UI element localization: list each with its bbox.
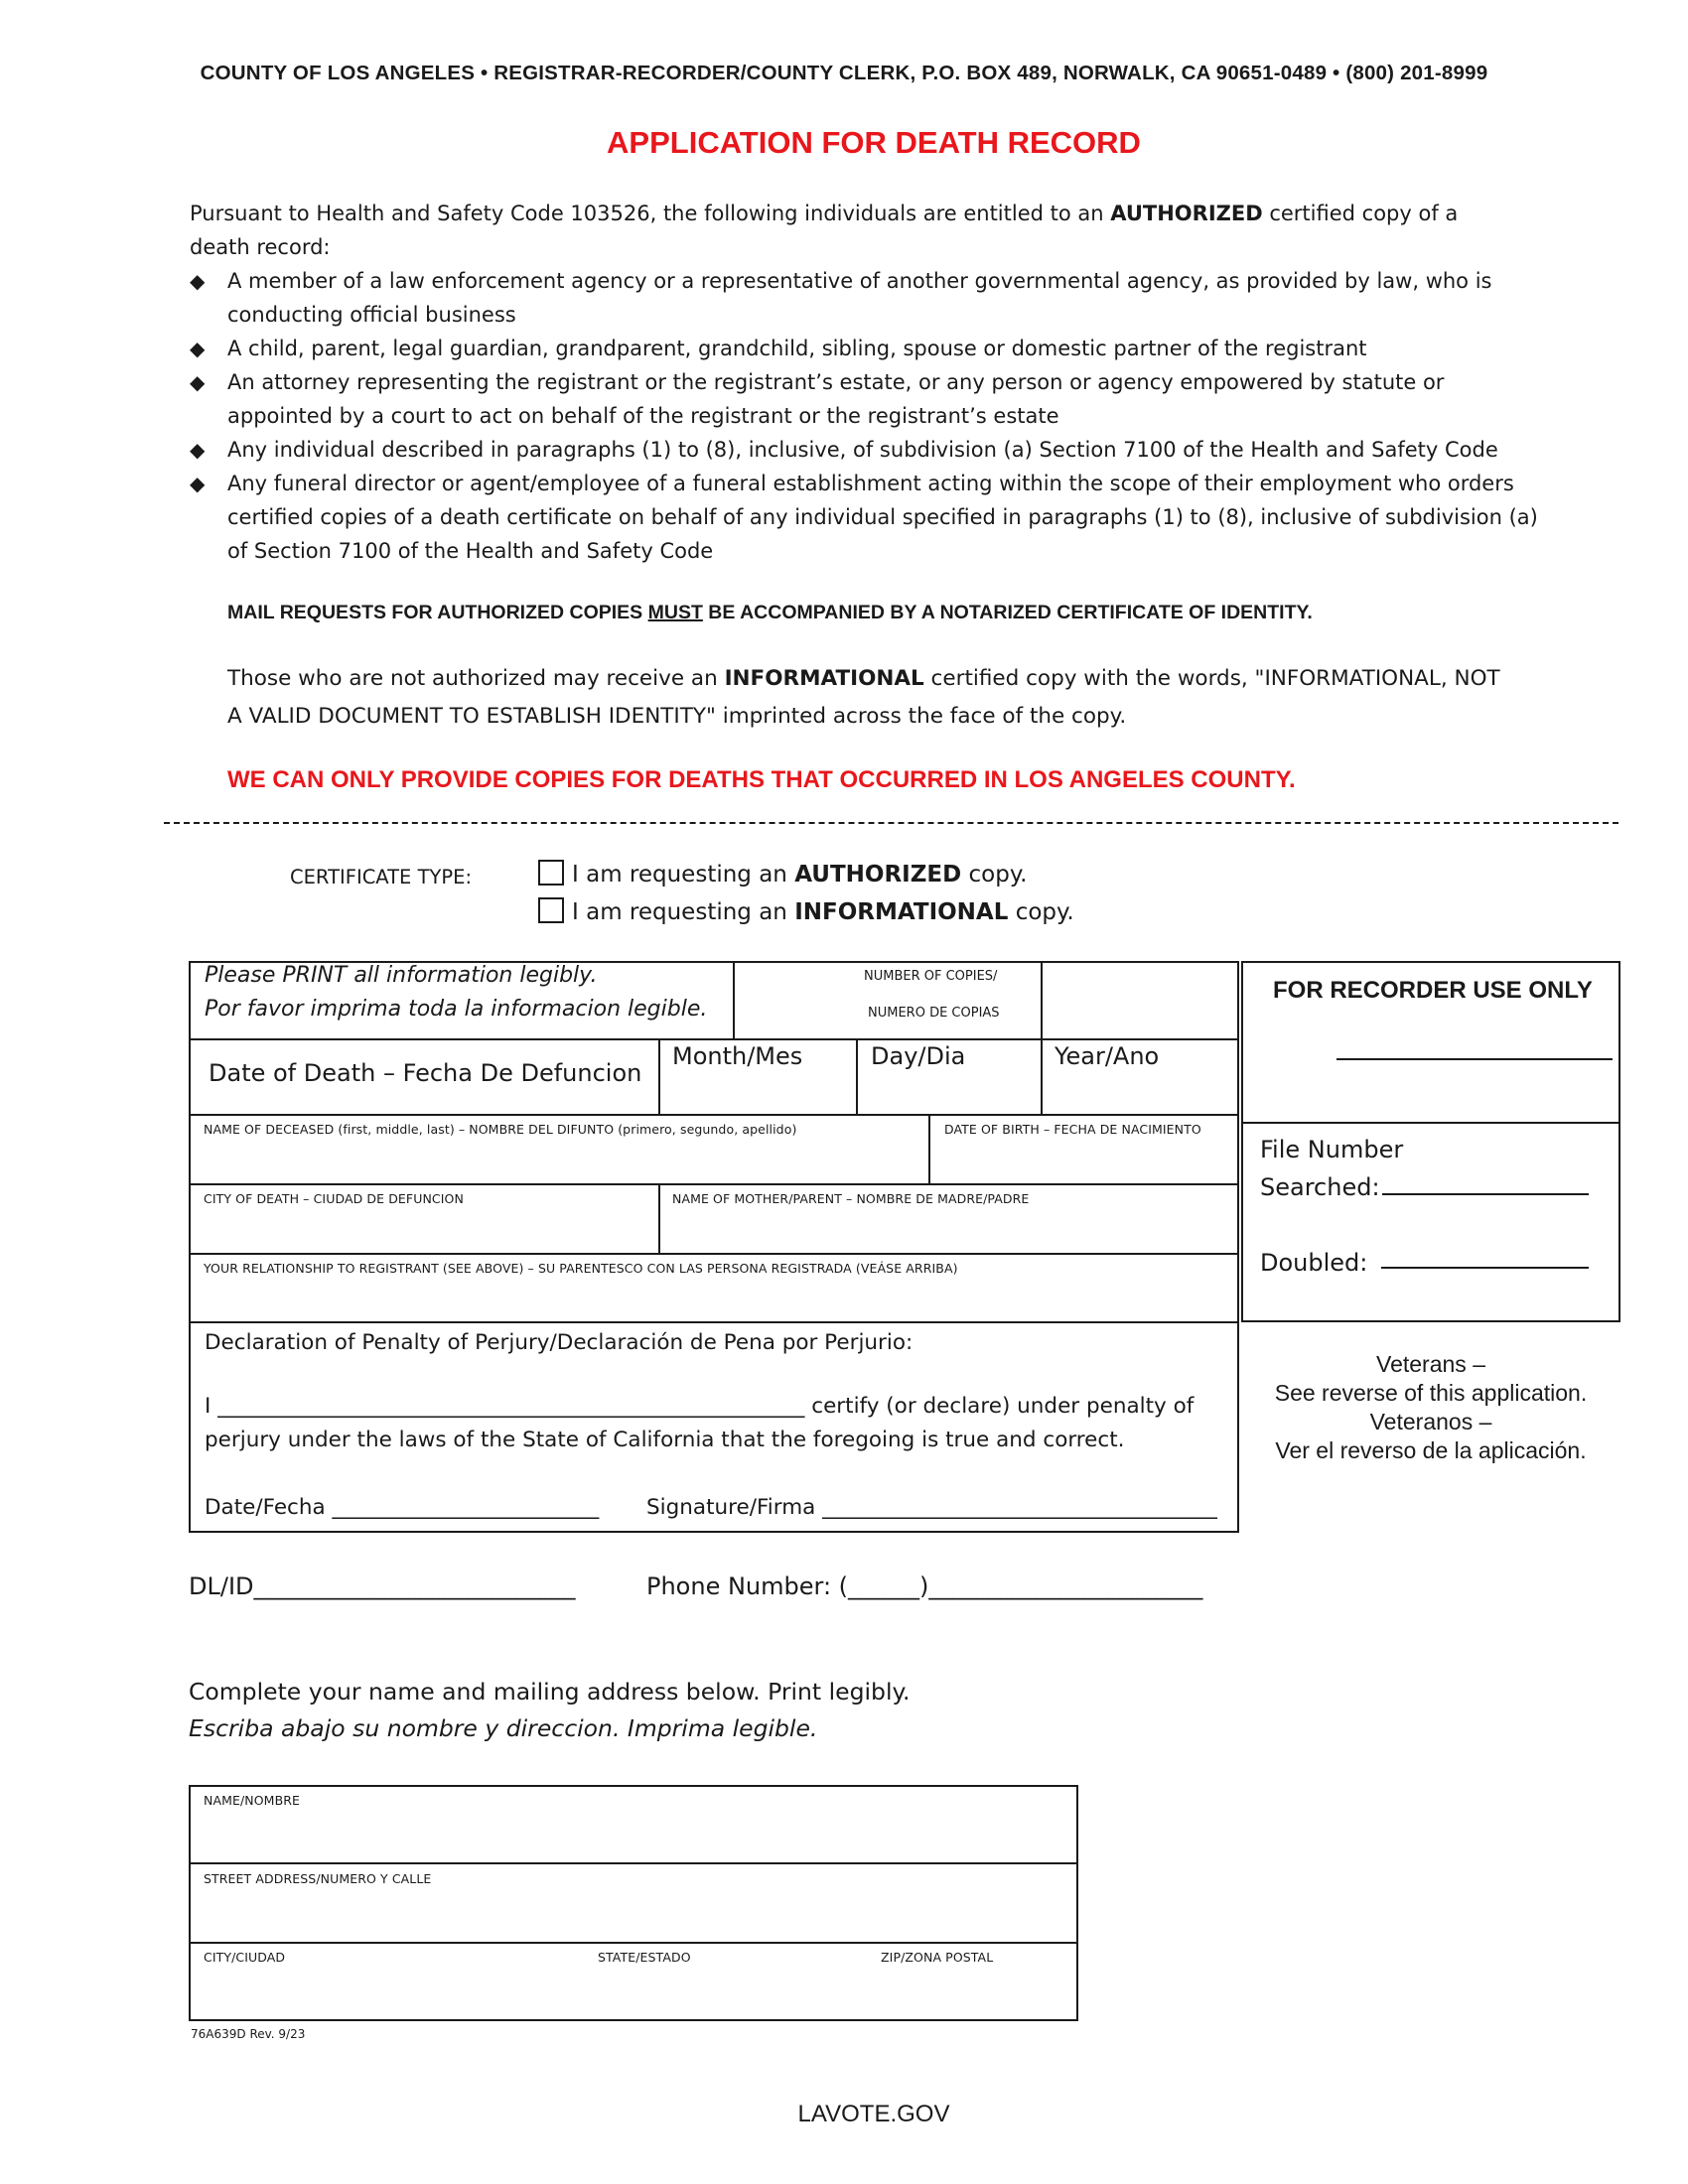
address-divider bbox=[189, 1862, 1078, 1864]
phone-number-field[interactable]: Phone Number: (______)_______________________ bbox=[646, 1572, 1203, 1600]
form-divider bbox=[658, 1183, 660, 1253]
diamond-bullet-icon: ◆ bbox=[190, 472, 206, 495]
date-of-death-label: Date of Death – Fecha De Defuncion bbox=[209, 1059, 642, 1087]
number-of-copies-field[interactable] bbox=[1045, 965, 1233, 1034]
form-divider bbox=[189, 1038, 1239, 1040]
form-divider bbox=[658, 1038, 660, 1114]
certificate-type-label: CERTIFICATE TYPE: bbox=[290, 866, 473, 888]
declaration-text: perjury under the laws of the State of California that the foregoing is true and correct. bbox=[205, 1428, 1125, 1452]
year-field[interactable]: Year/Ano bbox=[1055, 1042, 1160, 1070]
print-instruction-en: Please PRINT all information legibly. bbox=[205, 963, 598, 988]
form-divider bbox=[189, 1114, 1239, 1116]
file-number-label: File Number bbox=[1260, 1136, 1404, 1163]
print-instruction-es: Por favor imprima toda la informacion legible. bbox=[205, 997, 708, 1022]
searched-line bbox=[1382, 1193, 1589, 1195]
recorder-divider bbox=[1241, 1122, 1620, 1124]
relationship-field[interactable]: YOUR RELATIONSHIP TO REGISTRANT (SEE ABOVE) – SU PARENTESCO CON LAS PERSONA REGISTRADA (VEÁSE ARRIBA) bbox=[204, 1261, 958, 1276]
form-divider bbox=[189, 1183, 1239, 1185]
form-divider bbox=[733, 961, 735, 1038]
diamond-bullet-icon: ◆ bbox=[190, 370, 206, 394]
form-divider bbox=[189, 1253, 1239, 1255]
recorder-title: FOR RECORDER USE ONLY bbox=[1273, 977, 1593, 1004]
list-item: ◆ Any individual described in paragraphs (1) to (8), inclusive, of subdivision (a) Section 7100 of the Health and Safety Code bbox=[190, 433, 1540, 467]
copies-label-es: NUMERO DE COPIAS bbox=[868, 1006, 1000, 1021]
diamond-bullet-icon: ◆ bbox=[190, 438, 206, 462]
declaration-title: Declaration of Penalty of Perjury/Declaración de Pena por Perjurio: bbox=[205, 1330, 914, 1355]
diamond-bullet-icon: ◆ bbox=[190, 337, 206, 360]
list-item: ◆ An attorney representing the registrant or the registrant’s estate, or any person or agency empowered by statute or appointed by a court to act on behalf of the registrant or the registrant’s estate bbox=[190, 365, 1540, 433]
address-divider bbox=[189, 1942, 1078, 1944]
footer-website: LAVOTE.GOV bbox=[797, 2101, 950, 2127]
agency-header: COUNTY OF LOS ANGELES • REGISTRAR-RECORDER/COUNTY CLERK, P.O. BOX 489, NORWALK, CA 90651-0489 • (800) 201-8999 bbox=[200, 62, 1488, 84]
signature-field[interactable]: Signature/Firma _____________________________________ bbox=[646, 1495, 1217, 1520]
month-field[interactable]: Month/Mes bbox=[672, 1042, 803, 1070]
list-item: ◆ A member of a law enforcement agency or a representative of another governmental agency, as provided by law, who is conducting official business bbox=[190, 264, 1540, 332]
doubled-line bbox=[1381, 1267, 1589, 1269]
doubled-label: Doubled: bbox=[1260, 1249, 1368, 1277]
form-divider bbox=[928, 1114, 930, 1183]
declaration-name-field[interactable]: I _______________________________________________________ certify (or declare) under penalty of bbox=[205, 1394, 1195, 1419]
date-fecha-field[interactable]: Date/Fecha _________________________ bbox=[205, 1495, 600, 1520]
form-divider bbox=[856, 1038, 858, 1114]
deceased-name-field[interactable]: NAME OF DECEASED (first, middle, last) – NOMBRE DEL DIFUNTO (primero, segundo, apellido) bbox=[204, 1122, 797, 1137]
searched-label: Searched: bbox=[1260, 1173, 1380, 1201]
city-of-death-field[interactable]: CITY OF DEATH – CIUDAD DE DEFUNCION bbox=[204, 1191, 464, 1206]
date-of-birth-field[interactable]: DATE OF BIRTH – FECHA DE NACIMIENTO bbox=[944, 1122, 1201, 1137]
name-field[interactable]: NAME/NOMBRE bbox=[204, 1793, 301, 1808]
form-code: 76A639D Rev. 9/23 bbox=[191, 2027, 306, 2041]
intro-paragraph: Pursuant to Health and Safety Code 103526, the following individuals are entitled to an AUTHORIZED certified copy of a death record: bbox=[190, 202, 1459, 259]
informational-notice: Those who are not authorized may receive an INFORMATIONAL certified copy with the words, "INFORMATIONAL, NOT A VALID DOCUMENT TO ESTABLISH IDENTITY" imprinted across the face of the copy. bbox=[227, 666, 1500, 729]
diamond-bullet-icon: ◆ bbox=[190, 269, 206, 293]
authorized-checkbox[interactable] bbox=[538, 860, 564, 886]
list-item: ◆ A child, parent, legal guardian, grandparent, grandchild, sibling, spouse or domestic partner of the registrant bbox=[190, 332, 1540, 365]
mailing-address-box bbox=[189, 1785, 1078, 2021]
zip-field[interactable]: ZIP/ZONA POSTAL bbox=[881, 1950, 994, 1965]
day-field[interactable]: Day/Dia bbox=[871, 1042, 966, 1070]
city-field[interactable]: CITY/CIUDAD bbox=[204, 1950, 286, 1965]
informational-checkbox[interactable] bbox=[538, 897, 564, 923]
state-field[interactable]: STATE/ESTADO bbox=[598, 1950, 691, 1965]
page-title: APPLICATION FOR DEATH RECORD bbox=[607, 125, 1141, 160]
eligibility-list bbox=[190, 264, 1540, 568]
recorder-blank-line bbox=[1336, 1058, 1613, 1060]
veterans-note: Veterans – See reverse of this application. Veteranos – Ver el reverso de la aplicación. bbox=[1274, 1351, 1588, 1463]
mail-request-notice: MAIL REQUESTS FOR AUTHORIZED COPIES MUST BE ACCOMPANIED BY A NOTARIZED CERTIFICATE OF IDENTITY. bbox=[227, 602, 1313, 623]
copies-label-en: NUMBER OF COPIES/ bbox=[864, 969, 998, 984]
dl-id-field[interactable]: DL/ID___________________________ bbox=[189, 1572, 576, 1600]
informational-option[interactable]: I am requesting an INFORMATIONAL copy. bbox=[538, 897, 1074, 925]
form-divider bbox=[189, 1321, 1239, 1323]
list-item: ◆ Any funeral director or agent/employee of a funeral establishment acting within the scope of their employment who orders certified copies of a death certificate on behalf of any individual specified in paragraphs (1) to (8), inclusive of subdivision (a) of Section 7100 of the Health and Safety Code bbox=[190, 467, 1540, 568]
la-county-only-notice: WE CAN ONLY PROVIDE COPIES FOR DEATHS THAT OCCURRED IN LOS ANGELES COUNTY. bbox=[227, 766, 1296, 793]
form-divider bbox=[1041, 961, 1043, 1114]
address-instruction-es: Escriba abajo su nombre y direccion. Imprima legible. bbox=[189, 1714, 818, 1742]
authorized-option[interactable]: I am requesting an AUTHORIZED copy. bbox=[538, 860, 1028, 887]
cut-line-divider bbox=[164, 822, 1618, 824]
mother-name-field[interactable]: NAME OF MOTHER/PARENT – NOMBRE DE MADRE/PADRE bbox=[672, 1191, 1030, 1206]
address-instruction-en: Complete your name and mailing address below. Print legibly. bbox=[189, 1678, 911, 1706]
street-address-field[interactable]: STREET ADDRESS/NUMERO Y CALLE bbox=[204, 1871, 432, 1886]
